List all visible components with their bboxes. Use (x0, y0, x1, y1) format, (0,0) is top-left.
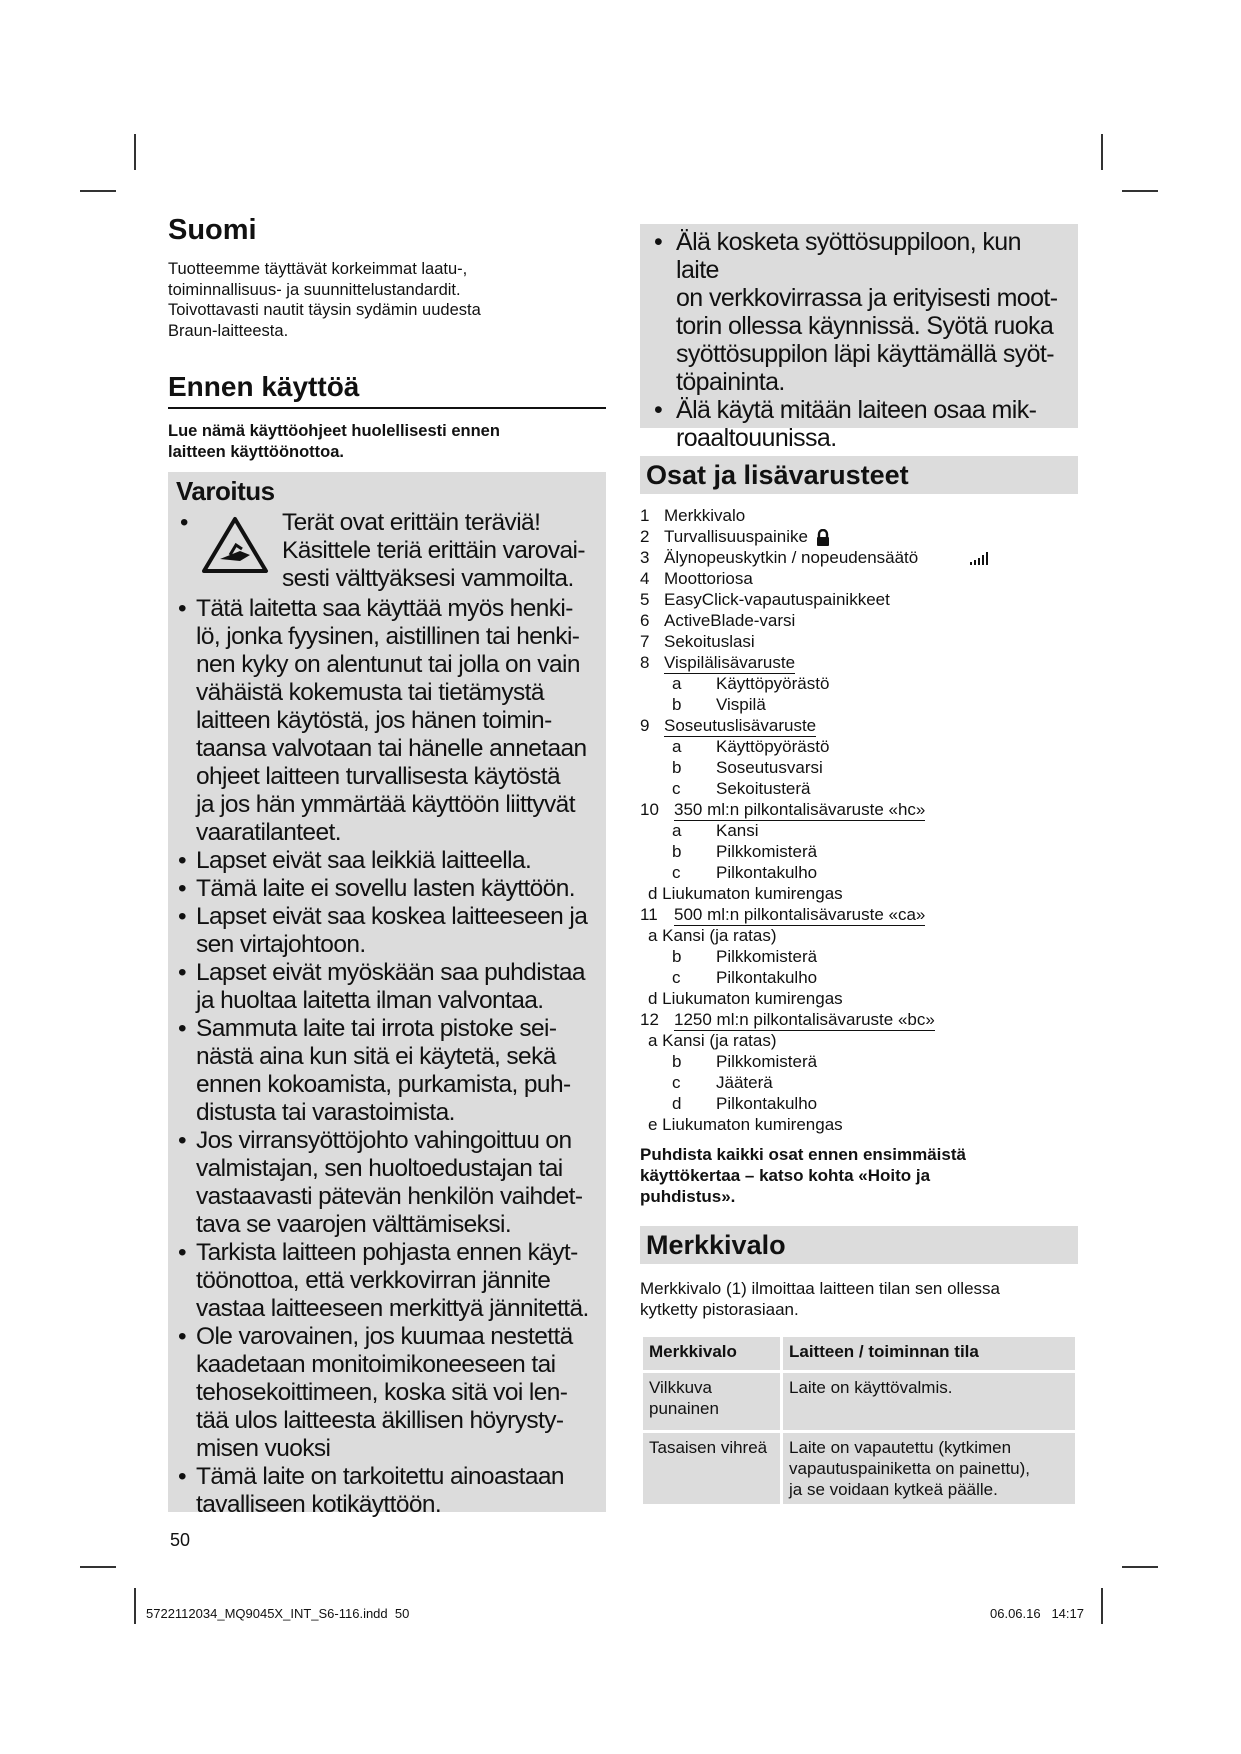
table-row (642, 1372, 1077, 1432)
parts-heading: Osat ja lisävarusteet (640, 456, 1078, 494)
safety-item: • Älä käytä mitään laiteen osaa mik- roaaltouunissa. (648, 396, 1070, 452)
list-item: 9 Soseutuslisävaruste (640, 716, 817, 735)
warning-item: • Tämä laite ei sovellu lasten käyttöön. (176, 875, 598, 903)
crop-mark (80, 190, 116, 192)
page-number: 50 (170, 1530, 191, 1550)
list-item: 11 500 ml:n pilkontalisävaruste «ca» (640, 905, 926, 924)
before-use-note: Lue nämä käyttöohjeet huolellisesti ennen laitteen käyttöönottoa. (168, 422, 500, 461)
table-cell: Laite on vapautettu (kytkimen vapautuspainiketta on painettu), ja se voidaan kytkeä päälle. (782, 1432, 1077, 1506)
footer-file-info: 5722112034_MQ9045X_INT_S6-116.indd 50 (146, 1606, 410, 1621)
list-item: d Pilkontakulho (672, 1094, 818, 1113)
crop-mark (1101, 1588, 1103, 1624)
intro-text: Tuotteemme täyttävät korkeimmat laatu-, toiminnallisuus- ja suunnittelustandardit. Toivottavasti nautit täysin sydämin uudesta Braun-laitteesta. (168, 260, 481, 340)
safety-item: • Älä kosketa syöttösuppiloon, kun laite on verkkovirrassa ja erityisesti moot- torin ollessa käynnissä. Syötä ruoka syöttösuppilon läpi käyttämällä syöt- töpaininta. (648, 228, 1070, 396)
language-heading: Suomi (168, 214, 257, 246)
list-item: e Liukumaton kumirengas (648, 1115, 843, 1134)
list-item: c Jääterä (672, 1073, 773, 1092)
warning-item: • Tämä laite on tarkoitettu ainoastaan tavalliseen kotikäyttöön. (176, 1463, 598, 1519)
warning-item: • Sammuta laite tai irrota pistoke sei- nästä aina kun sitä ei käytetä, sekä ennen kokoamista, purkamista, puh- distusta tai varastoimista. (176, 1015, 598, 1127)
before-use-heading: Ennen käyttöä (168, 371, 606, 409)
left-column (168, 214, 606, 462)
crop-mark (134, 134, 136, 170)
parts-list (640, 505, 1078, 1135)
list-item: b Soseutusvarsi (672, 758, 823, 777)
table-cell: Vilkkuva punainen (642, 1372, 782, 1432)
lock-icon (816, 529, 830, 547)
speed-signal-icon (970, 551, 994, 565)
list-item: d Liukumaton kumirengas (648, 884, 843, 903)
list-item: 4 Moottoriosa (640, 569, 753, 588)
safety-list (648, 228, 1070, 452)
list-item: 3 Älynopeuskytkin / nopeudensäätö (640, 547, 1078, 568)
indicator-text: Merkkivalo (1) ilmoittaa laitteen tilan sen ollessa kytketty pistorasiaan. (640, 1279, 1000, 1319)
warning-item: • Lapset eivät myöskään saa puhdistaa ja huoltaa laitetta ilman valvontaa. (176, 959, 598, 1015)
warning-list (176, 595, 598, 1519)
warning-box (168, 472, 606, 1518)
list-item: a Kansi (ja ratas) (648, 1031, 777, 1050)
table-header-row (642, 1336, 1077, 1372)
table-cell: Tasaisen vihreä (642, 1432, 782, 1506)
warning-item: • Jos virransyöttöjohto vahingoittuu on valmistajan, sen huoltoedustajan tai vastaavasti pätevän henkilön vaihdet- tava se vaarojen välttämiseksi. (176, 1127, 598, 1239)
crop-mark (1101, 134, 1103, 170)
crop-mark (80, 1566, 116, 1568)
list-item: d Liukumaton kumirengas (648, 989, 843, 1008)
footer-timestamp: 06.06.16 14:17 (990, 1606, 1084, 1621)
list-item: b Vispilä (672, 695, 766, 714)
list-item: 7 Sekoituslasi (640, 632, 755, 651)
cleaning-note: Puhdista kaikki osat ennen ensimmäistä käyttökertaa – katso kohta «Hoito ja puhdistus». (640, 1145, 966, 1206)
warning-first-text: Terät ovat erittäin teräviä! Käsittele teriä erittäin varovai- sesti välttyäksesi vammoilta. (282, 509, 585, 592)
list-item: 12 1250 ml:n pilkontalisävaruste «bc» (640, 1010, 935, 1029)
warning-item: • Tarkista laitteen pohjasta ennen käyt- töönottoa, että verkkovirran jännite vastaa laitteeseen merkittyä jännitettä. (176, 1239, 598, 1323)
list-item: c Pilkontakulho (672, 863, 818, 882)
list-item: 1 Merkkivalo (640, 506, 746, 525)
table-header-cell: Merkkivalo (642, 1336, 782, 1372)
list-item: a Kansi (ja ratas) (648, 926, 777, 945)
blade-warning-icon (200, 515, 270, 575)
list-item: c Sekoitusterä (672, 779, 811, 798)
warning-title: Varoitus (176, 476, 275, 506)
list-item: a Käyttöpyörästö (672, 737, 830, 756)
list-item: b Pilkkomisterä (672, 842, 818, 861)
crop-mark (1122, 1566, 1158, 1568)
list-item: a Käyttöpyörästö (672, 674, 830, 693)
bullet: • (180, 509, 189, 536)
list-item: b Pilkkomisterä (672, 947, 818, 966)
table-cell: Laite on käyttövalmis. (782, 1372, 1077, 1432)
list-item: 8 Vispilälisävaruste (640, 653, 796, 672)
indicator-table (640, 1334, 1078, 1507)
crop-mark (1122, 190, 1158, 192)
table-header-cell: Laitteen / toiminnan tila (782, 1336, 1077, 1372)
crop-mark (134, 1588, 136, 1624)
warning-item: • Ole varovainen, jos kuumaa nestettä kaadetaan monitoimikoneeseen tai tehosekoittimeen, koska sitä voi len- tää ulos laitteesta äkillisen höyrysty- misen vuoksi (176, 1323, 598, 1463)
warning-item: • Tätä laitetta saa käyttää myös henki- lö, jonka fyysinen, aistillinen tai henki- nen kyky on alentunut tai jolla on vain vähäistä kokemusta tai tietämystä laitteen käytöstä, jos hänen toimin- taansa valvotaan tai hänelle annetaan ohjeet laitteen turvallisesta käytöstä ja jos hän ymmärtää käyttöön liittyvät vaaratilanteet. (176, 595, 598, 847)
warning-item: • Lapset eivät saa leikkiä laitteella. (176, 847, 598, 875)
warning-item: • Lapset eivät saa koskea laitteeseen ja sen virtajohtoon. (176, 903, 598, 959)
table-row (642, 1432, 1077, 1506)
list-item: c Pilkontakulho (672, 968, 818, 987)
indicator-heading: Merkkivalo (640, 1226, 1078, 1264)
warning-first-item (176, 509, 598, 592)
safety-box-continued (640, 224, 1078, 452)
list-item: 2 Turvallisuuspainike (640, 526, 1078, 547)
list-item: 5 EasyClick-vapautuspainikkeet (640, 590, 890, 609)
list-item: 6 ActiveBlade-varsi (640, 611, 796, 630)
list-item: a Kansi (672, 821, 759, 840)
list-item: 10 350 ml:n pilkontalisävaruste «hc» (640, 800, 926, 819)
list-item: b Pilkkomisterä (672, 1052, 818, 1071)
